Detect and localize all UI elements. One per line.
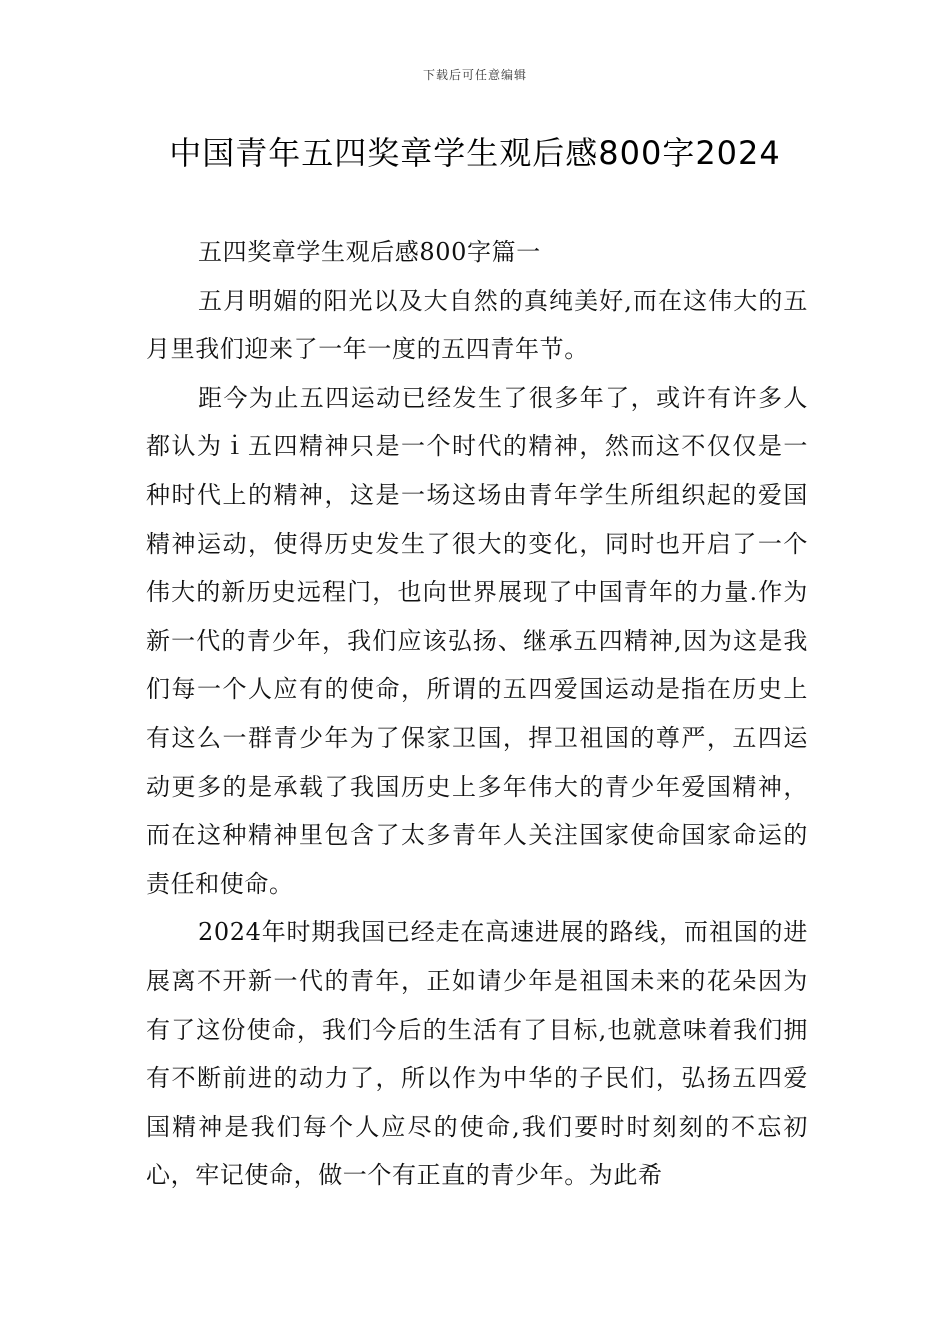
section-heading: 五四奖章学生观后感800字篇一 [198, 238, 541, 266]
document-title: 中国青年五四奖章学生观后感800字2024 [169, 134, 781, 172]
paragraph-3: 2024年时期我国已经走在高速进展的路线，而祖国的进展离不开新一代的青年，正如请少年是祖国未来的花朵因为有了这份使命，我们今后的生活有了目标,也就意味着我们拥有不断前进的动力了，所以作为中华的子民们，弘扬五四爱国精神是我们每个人应尽的使命,我们要时时刻刻的不忘初心，牢记使命，做一个有正直的青少年。为此希 [146, 918, 808, 1190]
paragraph-2: 距今为止五四运动已经发生了很多年了，或许有许多人都认为ｉ五四精神只是一个时代的精神，然而这不仅仅是一种时代上的精神，这是一场这场由青年学生所组织起的爱国精神运动，使得历史发生了很大的变化，同时也开启了一个伟大的新历史远程门，也向世界展现了中国青年的力量.作为新一代的青少年，我们应该弘扬、继承五四精神,因为这是我们每一个人应有的使命，所谓的五四爱国运动是指在历史上有这么一群青少年为了保家卫国，捍卫祖国的尊严，五四运动更多的是承载了我国历史上多年伟大的青少年爱国精神，而在这种精神里包含了太多青年人关注国家使命国家命运的责任和使命。 [146, 383, 808, 898]
header-note: 下载后可任意编辑 [422, 68, 527, 82]
document-body [146, 228, 808, 1200]
paragraph-1: 五月明媚的阳光以及大自然的真纯美好,而在这伟大的五月里我们迎来了一年一度的五四青年节。 [146, 286, 808, 364]
